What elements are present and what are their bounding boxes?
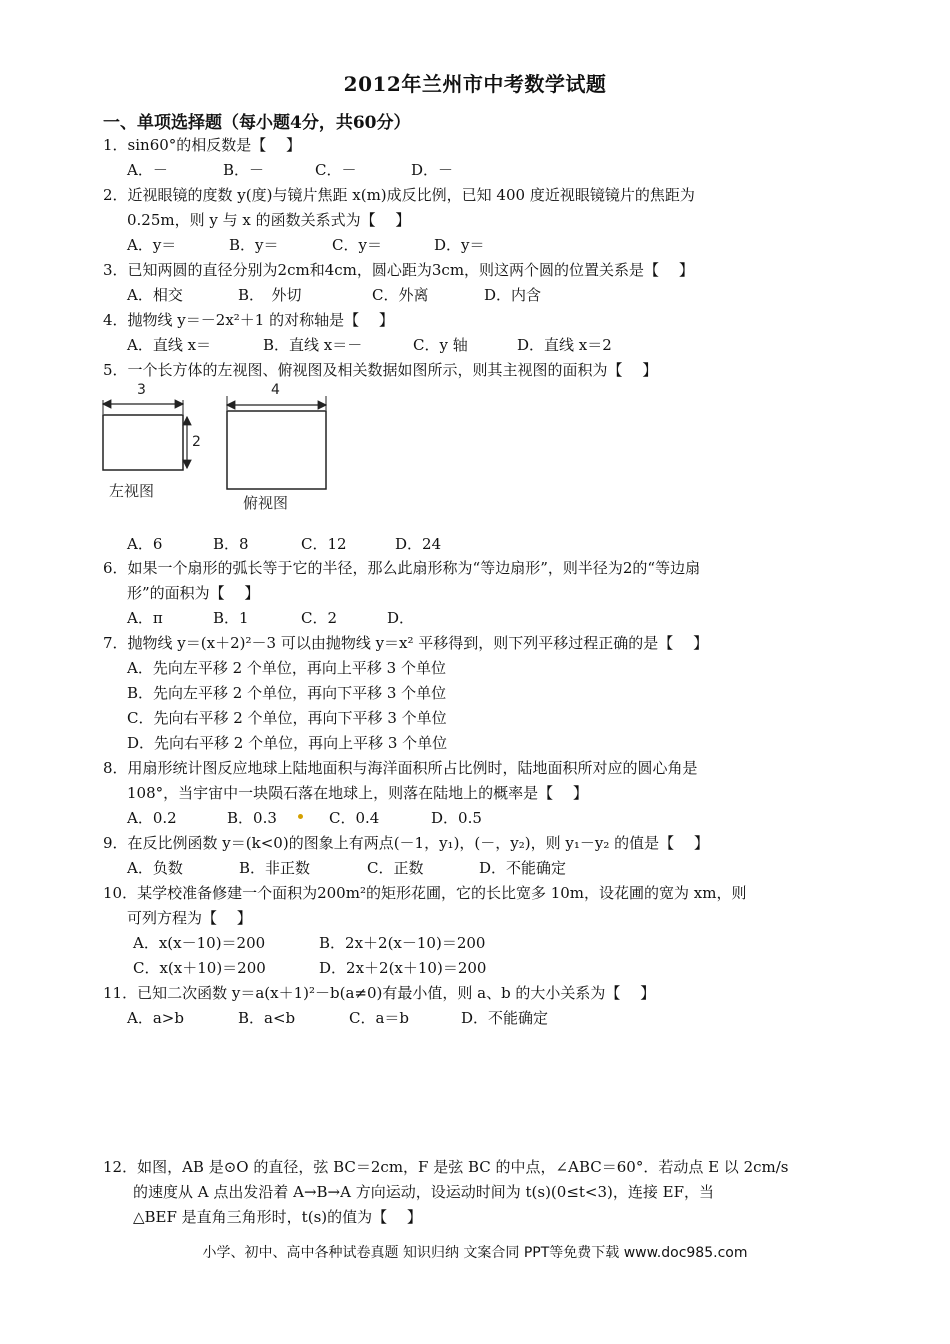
option-d: D．0.5 [431, 809, 482, 827]
option-c: C．2 [301, 609, 338, 627]
question-12-stem-line1: 12．如图，AB 是⊙O 的直径，弦 BC＝2cm，F 是弦 BC 的中点，∠ABC＝60°．若动点 E 以 2cm/s [103, 1158, 789, 1176]
option-d: D．直线 x＝2 [517, 336, 612, 354]
option-b: B．0.3 [227, 809, 277, 827]
question-7-option-a: A．先向左平移 2 个单位，再向上平移 3 个单位 [127, 659, 446, 677]
question-11-options [127, 1008, 548, 1028]
section-heading: 一、单项选择题（每小题4分，共60分） [103, 113, 411, 133]
option-d: D．不能确定 [461, 1009, 549, 1027]
left-view-rect [103, 415, 183, 470]
option-c: C．12 [301, 535, 347, 553]
question-11-stem: 11．已知二次函数 y＝a(x＋1)²－b(a≠0)有最小值，则 a、b 的大小关系为【 】 [103, 984, 656, 1002]
question-3-options [127, 285, 541, 305]
question-10-stem-line1: 10．某学校准备修建一个面积为200m²的矩形花圃，它的长比宽多 10m，设花圃的宽为 xm，则 [103, 884, 747, 902]
top-view-width-label: 4 [271, 382, 280, 398]
page-title: 2012年兰州市中考数学试题 [343, 72, 607, 96]
option-c: C．x(x＋10)＝200 [133, 959, 266, 977]
question-1-stem: 1．sin60°的相反数是【 】 [103, 136, 302, 154]
option-d: D．－ [411, 161, 454, 179]
question-10-options-row2 [133, 958, 486, 978]
question-5-options [127, 534, 441, 554]
left-view-caption: 左视图 [109, 482, 155, 500]
option-d: D．内含 [484, 286, 542, 304]
question-12-stem-line3: △BEF 是直角三角形时，t(s)的值为【 】 [133, 1208, 422, 1226]
option-b: B．2x＋2(x－10)＝200 [319, 934, 486, 952]
stray-dot-mark [298, 814, 303, 819]
option-d: D．不能确定 [479, 859, 567, 877]
option-b: B．直线 x＝－ [263, 336, 363, 354]
question-2-stem-line1: 2．近视眼镜的度数 y(度)与镜片焦距 x(m)成反比例，已知 400 度近视眼镜镜片的焦距为 [103, 186, 695, 204]
option-b: B．y＝ [229, 236, 279, 254]
question-8-options [127, 808, 482, 828]
question-4-options [127, 335, 612, 355]
left-view-height-label: 2 [192, 434, 201, 450]
question-10-options-row1 [133, 933, 485, 953]
option-a: A．6 [127, 535, 163, 553]
question-2-options [127, 235, 485, 255]
question-2-stem-line2: 0.25m，则 y 与 x 的函数关系式为【 】 [127, 211, 411, 229]
option-b: B．非正数 [239, 859, 311, 877]
question-10-stem-line2: 可列方程为【 】 [127, 909, 252, 927]
question-9-options [127, 858, 566, 878]
question-6-options [127, 608, 414, 628]
option-c: C．y＝ [332, 236, 382, 254]
option-b: B．－ [223, 161, 265, 179]
option-a: A．－ [127, 161, 168, 179]
question-7-option-d: D．先向右平移 2 个单位，再向上平移 3 个单位 [127, 734, 448, 752]
option-d: D．24 [395, 535, 442, 553]
question-8-stem-line1: 8．用扇形统计图反应地球上陆地面积与海洋面积所占比例时，陆地面积所对应的圆心角是 [103, 759, 698, 777]
option-a: A．x(x－10)＝200 [133, 934, 266, 952]
top-view-rect [227, 411, 326, 489]
option-a: A．直线 x＝ [127, 336, 212, 354]
option-b: B．8 [213, 535, 249, 553]
option-d: D． [387, 609, 415, 627]
question-3-stem: 3．已知两圆的直径分别为2cm和4cm，圆心距为3cm，则这两个圆的位置关系是【 】 [103, 261, 694, 279]
option-c: C．0.4 [329, 809, 380, 827]
question-6-stem-line2: 形”的面积为【 】 [127, 584, 260, 602]
question-8-stem-line2: 108°，当宇宙中一块陨石落在地球上，则落在陆地上的概率是【 】 [127, 784, 588, 802]
option-d: D．2x＋2(x＋10)＝200 [319, 959, 487, 977]
top-view-caption: 俯视图 [243, 494, 289, 512]
option-a: A．0.2 [127, 809, 177, 827]
option-a: A．y＝ [127, 236, 177, 254]
question-4-stem: 4．抛物线 y＝－2x²＋1 的对称轴是【 】 [103, 311, 394, 329]
page-footer: 小学、初中、高中各种试卷真题 知识归纳 文案合同 PPT等免费下载 www.doc985.com [202, 1245, 748, 1261]
option-c: C．外离 [372, 286, 429, 304]
option-b: B． 外切 [238, 286, 302, 304]
option-c: C．正数 [367, 859, 424, 877]
three-view-figure [100, 382, 340, 517]
option-a: A．相交 [127, 286, 183, 304]
question-7-stem: 7．抛物线 y＝(x＋2)²－3 可以由抛物线 y＝x² 平移得到，则下列平移过程正确的是【 】 [103, 634, 709, 652]
option-b: B．1 [213, 609, 249, 627]
question-12-stem-line2: 的速度从 A 点出发沿着 A→B→A 方向运动，设运动时间为 t(s)(0≤t<3)，连接 EF，当 [133, 1183, 715, 1201]
left-view-width-label: 3 [137, 382, 146, 398]
option-c: C．y 轴 [413, 336, 468, 354]
option-c: C．a＝b [349, 1009, 410, 1027]
question-7-option-b: B．先向左平移 2 个单位，再向下平移 3 个单位 [127, 684, 447, 702]
option-a: A．负数 [127, 859, 183, 877]
question-5-stem: 5．一个长方体的左视图、俯视图及相关数据如图所示，则其主视图的面积为【 】 [103, 361, 658, 379]
option-a: A．a>b [127, 1009, 184, 1027]
option-d: D．y＝ [434, 236, 485, 254]
question-7-option-c: C．先向右平移 2 个单位，再向下平移 3 个单位 [127, 709, 447, 727]
question-9-stem: 9．在反比例函数 y＝(k<0)的图象上有两点(－1，y₁)，(－，y₂)，则 y₁－y₂ 的值是【 】 [103, 834, 709, 852]
question-1-options [127, 160, 453, 180]
question-6-stem-line1: 6．如果一个扇形的弧长等于它的半径，那么此扇形称为“等边扇形”，则半径为2的“等边扇 [103, 559, 701, 577]
option-b: B．a<b [238, 1009, 296, 1027]
option-a: A．π [127, 609, 163, 627]
option-c: C．－ [315, 161, 357, 179]
